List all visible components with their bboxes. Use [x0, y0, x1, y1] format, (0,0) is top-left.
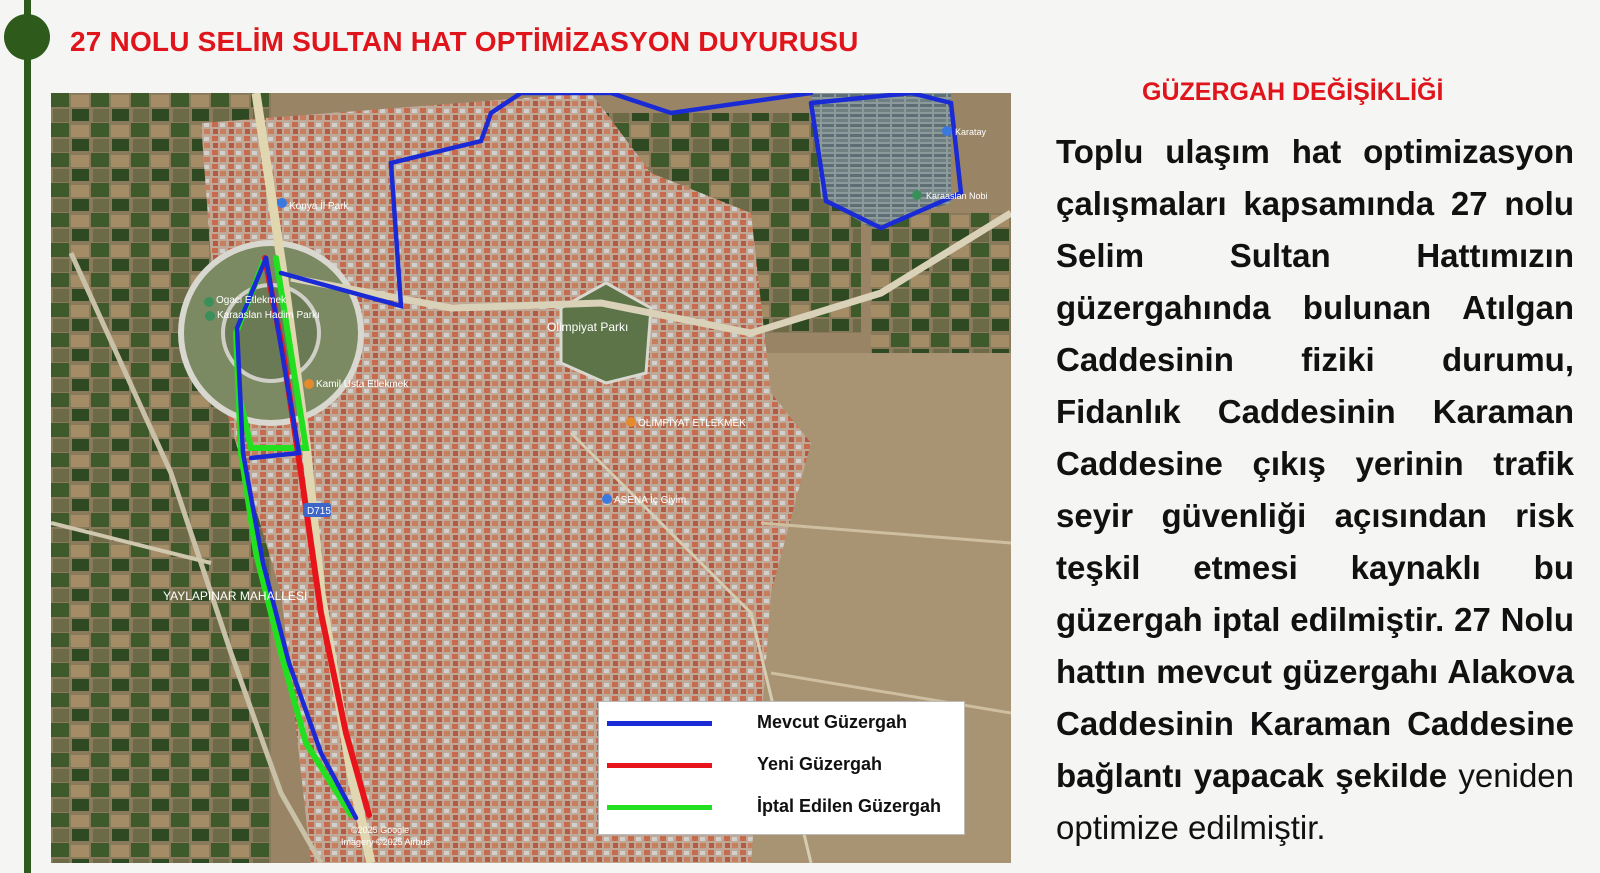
legend-label-new: Yeni Güzergah	[757, 754, 883, 774]
label-yaylapinar: YAYLAPINAR MAHALLESİ	[163, 589, 308, 603]
map-copyright: ©2025 Google	[351, 825, 410, 835]
karatay-pin-icon[interactable]	[942, 126, 952, 136]
olimpiyat-etlekmek-pin-icon[interactable]	[626, 417, 636, 427]
ogaci-pin-icon[interactable]	[204, 297, 214, 307]
label-karatay: Karatay	[955, 127, 987, 137]
label-ogaci: Ogaci Etlekmek	[216, 295, 287, 306]
map-legend	[598, 701, 965, 835]
map-imagery-credit: Imagery ©2025 Airbus	[341, 837, 431, 847]
legend-swatch-cancelled	[607, 805, 712, 810]
asena-pin-icon[interactable]	[602, 494, 612, 504]
page-title: 27 NOLU SELİM SULTAN HAT OPTİMİZASYON DUYURUSU	[70, 26, 859, 57]
legend-swatch-existing	[607, 721, 712, 726]
label-olimpiyat-etlekmek: OLİMPİYAT ETLEKMEK	[638, 418, 746, 429]
announcement-body	[1056, 126, 1574, 854]
label-d715: D715	[307, 506, 331, 517]
legend-item-new	[599, 750, 964, 780]
legend-item-existing	[599, 708, 964, 738]
kamil-usta-pin-icon[interactable]	[304, 379, 314, 389]
label-olimpiyat-parki: Olimpiyat Parkı	[547, 320, 629, 334]
park-pin-icon[interactable]	[277, 198, 287, 208]
legend-item-cancelled	[599, 792, 964, 822]
label-asena: ASENA İç Giyim	[614, 495, 687, 506]
label-karaaslan-park: Karaaslan Hadim Parkı	[217, 310, 320, 321]
legend-label-existing: Mevcut Güzergah	[757, 712, 908, 732]
announcement-body-normal: yeniden optimize edilmiştir.	[1056, 757, 1575, 846]
announcement-body-bold: Toplu ulaşım hat optimizasyon çalışmaları kapsamında 27 nolu Selim Sultan Hattımızın güzergahında bulunan Atılgan Caddesinin fiziki durumu, Fidanlık Caddesinin Karaman Caddesine çıkış yerinin trafik seyir güvenliği açısından risk teşkil etmesi kaynaklı bu güzergah iptal edilmiştir. 27 Nolu hattın mevcut güzergahı Alakova Caddesinin Karaman Caddesine bağlantı yapacak şekilde	[1056, 133, 1574, 794]
label-konya-park: Konya İl Park	[289, 201, 349, 212]
section-subtitle: GÜZERGAH DEĞİŞİKLİĞİ	[1142, 78, 1444, 106]
accent-bar	[24, 0, 31, 873]
label-kamil-usta: Kamil Usta Etlekmek	[316, 379, 409, 390]
label-karaaslan-nobi: Karaaslan Nobi	[926, 191, 988, 201]
legend-swatch-new	[607, 763, 712, 768]
accent-dot	[4, 14, 50, 60]
karaaslan-pin-icon[interactable]	[205, 311, 215, 321]
karaaslan-nobi-pin-icon[interactable]	[912, 190, 922, 200]
legend-label-cancelled: İptal Edilen Güzergah	[757, 796, 942, 816]
